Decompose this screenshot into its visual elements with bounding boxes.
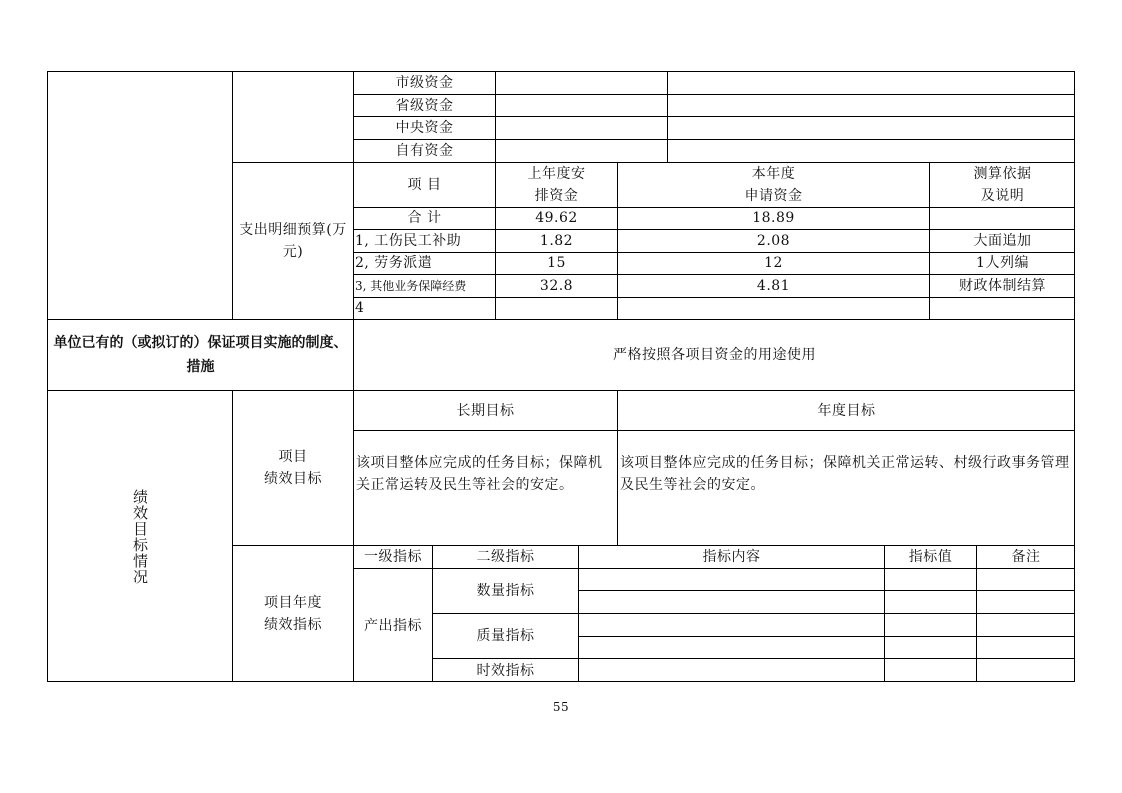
row-1-basis: 大面追加 <box>973 233 1032 249</box>
annual-indicator-label-line1: 项目年度 <box>264 595 322 611</box>
header-basis <box>930 163 1075 207</box>
indicator-header-level1: 一级指标 <box>364 549 422 565</box>
project-goal-label-line2: 绩效目标 <box>264 471 322 487</box>
performance-section-label <box>48 391 232 682</box>
header-last-year-line1: 上年度安 <box>527 166 586 182</box>
grid-line <box>578 636 1075 637</box>
row-3-basis: 财政体制结算 <box>959 278 1046 294</box>
row-2-basis: 1人列编 <box>976 255 1029 271</box>
indicator-level2-quality: 质量指标 <box>476 628 535 644</box>
row-1-last-year: 1.82 <box>539 233 574 249</box>
header-basis-line2: 及说明 <box>980 188 1025 204</box>
long-term-goal-header: 长期目标 <box>456 402 515 419</box>
header-item: 项 目 <box>407 177 442 193</box>
header-this-year-line2: 申请资金 <box>744 188 803 204</box>
header-basis-line1: 测算依据 <box>973 166 1032 182</box>
measures-content: 严格按照各项目资金的用途使用 <box>613 347 816 363</box>
row-2-this-year: 12 <box>764 255 783 271</box>
annual-indicator-label <box>233 546 353 682</box>
measures-label: 单位已有的（或拟订的）保证项目实施的制度、措施 <box>53 335 348 375</box>
indicator-level1-output: 产出指标 <box>364 617 422 634</box>
grid-line <box>578 590 1075 591</box>
performance-section-label-text: 绩效目标情况 <box>131 488 149 585</box>
row-2-last-year: 15 <box>547 255 566 271</box>
funding-source-city: 市级资金 <box>395 75 454 91</box>
annual-indicator-label-line2: 绩效指标 <box>264 617 322 633</box>
row-total-this-year: 18.89 <box>752 210 795 226</box>
page-number: 55 <box>552 700 570 714</box>
annual-goal-text: 该项目整体应完成的任务目标；保障机关正常运转、村级行政事务管理及民生等社会的安定。 <box>620 455 1070 493</box>
row-total-item: 合 计 <box>407 210 442 226</box>
funding-source-own: 自有资金 <box>395 143 454 159</box>
long-term-goal-text: 该项目整体应完成的任务目标；保障机关正常运转及民生等社会的安定。 <box>356 455 603 493</box>
row-3-last-year: 32.8 <box>539 278 574 294</box>
header-this-year-line1: 本年度 <box>751 166 796 182</box>
annual-goal-header: 年度目标 <box>817 402 876 419</box>
indicator-header-value: 指标值 <box>908 549 953 565</box>
row-2-item: 2, 劳务派遣 <box>355 255 433 271</box>
indicator-header-content: 指标内容 <box>702 549 761 565</box>
indicator-level2-timeliness: 时效指标 <box>476 662 535 679</box>
header-this-year <box>618 163 929 207</box>
expense-budget-label: 支出明细预算(万元) <box>239 222 347 260</box>
header-last-year-line2: 排资金 <box>534 188 579 204</box>
header-last-year <box>496 163 617 207</box>
project-goal-label-line1: 项目 <box>278 449 308 465</box>
row-total-last-year: 49.62 <box>535 210 578 226</box>
row-4-item: 4 <box>355 300 365 316</box>
grid-line <box>353 430 1075 431</box>
row-4-this-year <box>618 297 929 319</box>
indicator-header-remark: 备注 <box>1011 549 1041 565</box>
indicator-level2-quantity: 数量指标 <box>476 583 535 599</box>
row-4-last-year <box>496 297 617 319</box>
row-3-item: 3, 其他业务保障经费 <box>355 279 467 293</box>
project-goal-label <box>233 391 353 545</box>
row-3-this-year: 4.81 <box>756 278 791 294</box>
row-4-basis <box>930 297 1075 319</box>
indicator-header-level2: 二级指标 <box>476 549 535 565</box>
funding-source-central: 中央资金 <box>395 120 454 136</box>
funding-source-province: 省级资金 <box>395 97 454 114</box>
row-1-this-year: 2.08 <box>756 233 791 249</box>
row-1-item: 1, 工伤民工补助 <box>355 233 462 249</box>
row-total-basis <box>930 207 1075 229</box>
